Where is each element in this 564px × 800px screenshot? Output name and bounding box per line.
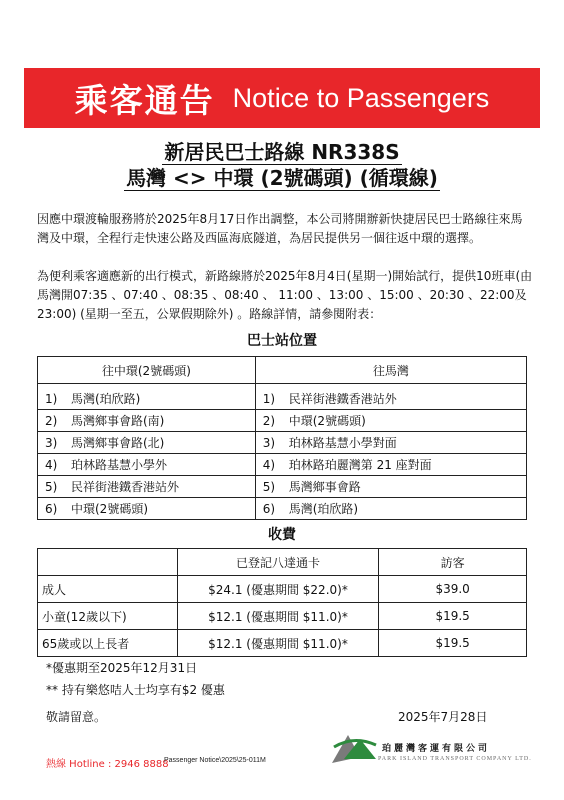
route-title-line1: 新居民巴士路線 NR338S [164, 140, 400, 164]
fare-octopus: $12.1 (優惠期間 $11.0)* [177, 603, 379, 630]
notice-date: 2025年7月28日 [398, 710, 488, 724]
fares-table [37, 548, 527, 657]
banner-title-en: Notice to Passengers [232, 82, 490, 113]
stop-number: 2) [45, 414, 58, 428]
company-name-zh: 珀麗灣客運有限公司 [382, 744, 491, 754]
fare-octopus: $24.1 (優惠期間 $22.0)* [177, 576, 379, 603]
bus-stops-table [37, 356, 527, 520]
fare-label: 成人 [38, 576, 178, 603]
stops-section-title: 巴士站位置 [247, 333, 317, 349]
stop-number: 4) [262, 458, 276, 472]
stop-mawan-1 [255, 384, 526, 410]
stop-number: 4) [45, 458, 58, 472]
stop-mawan-2 [255, 410, 526, 432]
stop-name: 珀林路基慧小學對面 [288, 436, 397, 450]
stop-name: 民祥街港鐵香港站外 [288, 392, 397, 406]
stop-mawan-5 [255, 476, 526, 498]
fare-row-elderly [38, 630, 527, 657]
stop-mawan-3 [255, 432, 526, 454]
stop-number: 2) [262, 414, 276, 428]
fare-octopus: $12.1 (優惠期間 $11.0)* [177, 630, 379, 657]
route-subtitle [0, 162, 564, 191]
stop-number: 3) [262, 436, 276, 450]
fare-label: 小童(12歲以下) [38, 603, 178, 630]
stop-name: 馬灣鄉事會路 [288, 480, 361, 494]
stop-central-5 [38, 476, 256, 498]
stop-number: 1) [262, 392, 276, 406]
discount-period-note: *優惠期至2025年12月31日 [46, 661, 198, 675]
stop-number: 5) [262, 480, 276, 494]
stop-number: 1) [45, 392, 58, 406]
stop-number: 5) [45, 480, 58, 494]
joyyou-card-note: ** 持有樂悠咭人士均享有$2 優惠 [46, 683, 225, 697]
stop-name: 珀林路基慧小學外 [71, 458, 168, 472]
stop-mawan-6 [255, 498, 526, 520]
company-name-en: PARK ISLAND TRANSPORT COMPANY LTD. [378, 756, 532, 762]
fare-row-adult [38, 576, 527, 603]
fares-header-octopus: 已登記八達通卡 [177, 549, 379, 576]
stop-name: 中環(2號碼頭) [288, 414, 366, 428]
stops-header-to-mawan: 往馬灣 [255, 357, 526, 384]
stop-number: 6) [45, 502, 58, 516]
fare-row-child [38, 603, 527, 630]
stop-number: 3) [45, 436, 58, 450]
fare-visitor: $39.0 [379, 576, 527, 603]
route-title [0, 136, 564, 165]
notice-reference: Passenger Notice\2025\25-011M [164, 757, 266, 764]
stops-header-to-central: 往中環(2號碼頭) [38, 357, 256, 384]
fare-visitor: $19.5 [379, 630, 527, 657]
intro-paragraph: 因應中環渡輪服務將於2025年8月17日作出調整，本公司將開辦新快捷居民巴士路線往來馬灣及中環，全程行走快速公路及西區海底隧道，為居民提供另一個往返中環的選擇。 [37, 212, 523, 245]
fares-section-title: 收費 [268, 527, 296, 543]
fare-label: 65歲或以上長者 [38, 630, 178, 657]
stop-number: 6) [262, 502, 276, 516]
notice-banner [24, 68, 540, 128]
stop-central-1 [38, 384, 256, 410]
route-title-line2: 馬灣 <> 中環 (2號碼頭) (循環線) [126, 166, 438, 190]
company-logo [330, 729, 530, 769]
stop-central-2 [38, 410, 256, 432]
stop-name: 馬灣鄉事會路(南) [71, 414, 165, 428]
trial-paragraph: 為便利乘客適應新的出行模式，新路線將於2025年8月4日(星期一)開始試行，提供10班車(由馬灣開07:35 、07:40 、08:35 、08:40 、 11:00 、13:00 、15:00 、20:30 、22:00及23:00) (星期一至五，公眾假期除外) 。路線詳情，請參閱附表： [37, 269, 533, 321]
stop-name: 珀林路珀麗灣第 21 座對面 [288, 458, 432, 472]
stop-central-3 [38, 432, 256, 454]
banner-title-zh: 乘客通告 [74, 80, 215, 120]
stop-name: 中環(2號碼頭) [71, 502, 148, 516]
stop-name: 馬灣鄉事會路(北) [71, 436, 165, 450]
fares-header-visitor: 訪客 [379, 549, 527, 576]
stop-name: 馬灣(珀欣路) [71, 392, 141, 406]
stop-name: 馬灣(珀欣路) [288, 502, 359, 516]
stop-central-4 [38, 454, 256, 476]
closing-regards: 敬請留意。 [46, 710, 107, 724]
stop-central-6 [38, 498, 256, 520]
fares-header-blank [38, 549, 178, 576]
stop-name: 民祥街港鐵香港站外 [71, 480, 180, 494]
stop-mawan-4 [255, 454, 526, 476]
park-island-logo-icon [330, 729, 380, 765]
hotline: 熱線 Hotline : 2946 8888 [46, 759, 169, 770]
fare-visitor: $19.5 [379, 603, 527, 630]
